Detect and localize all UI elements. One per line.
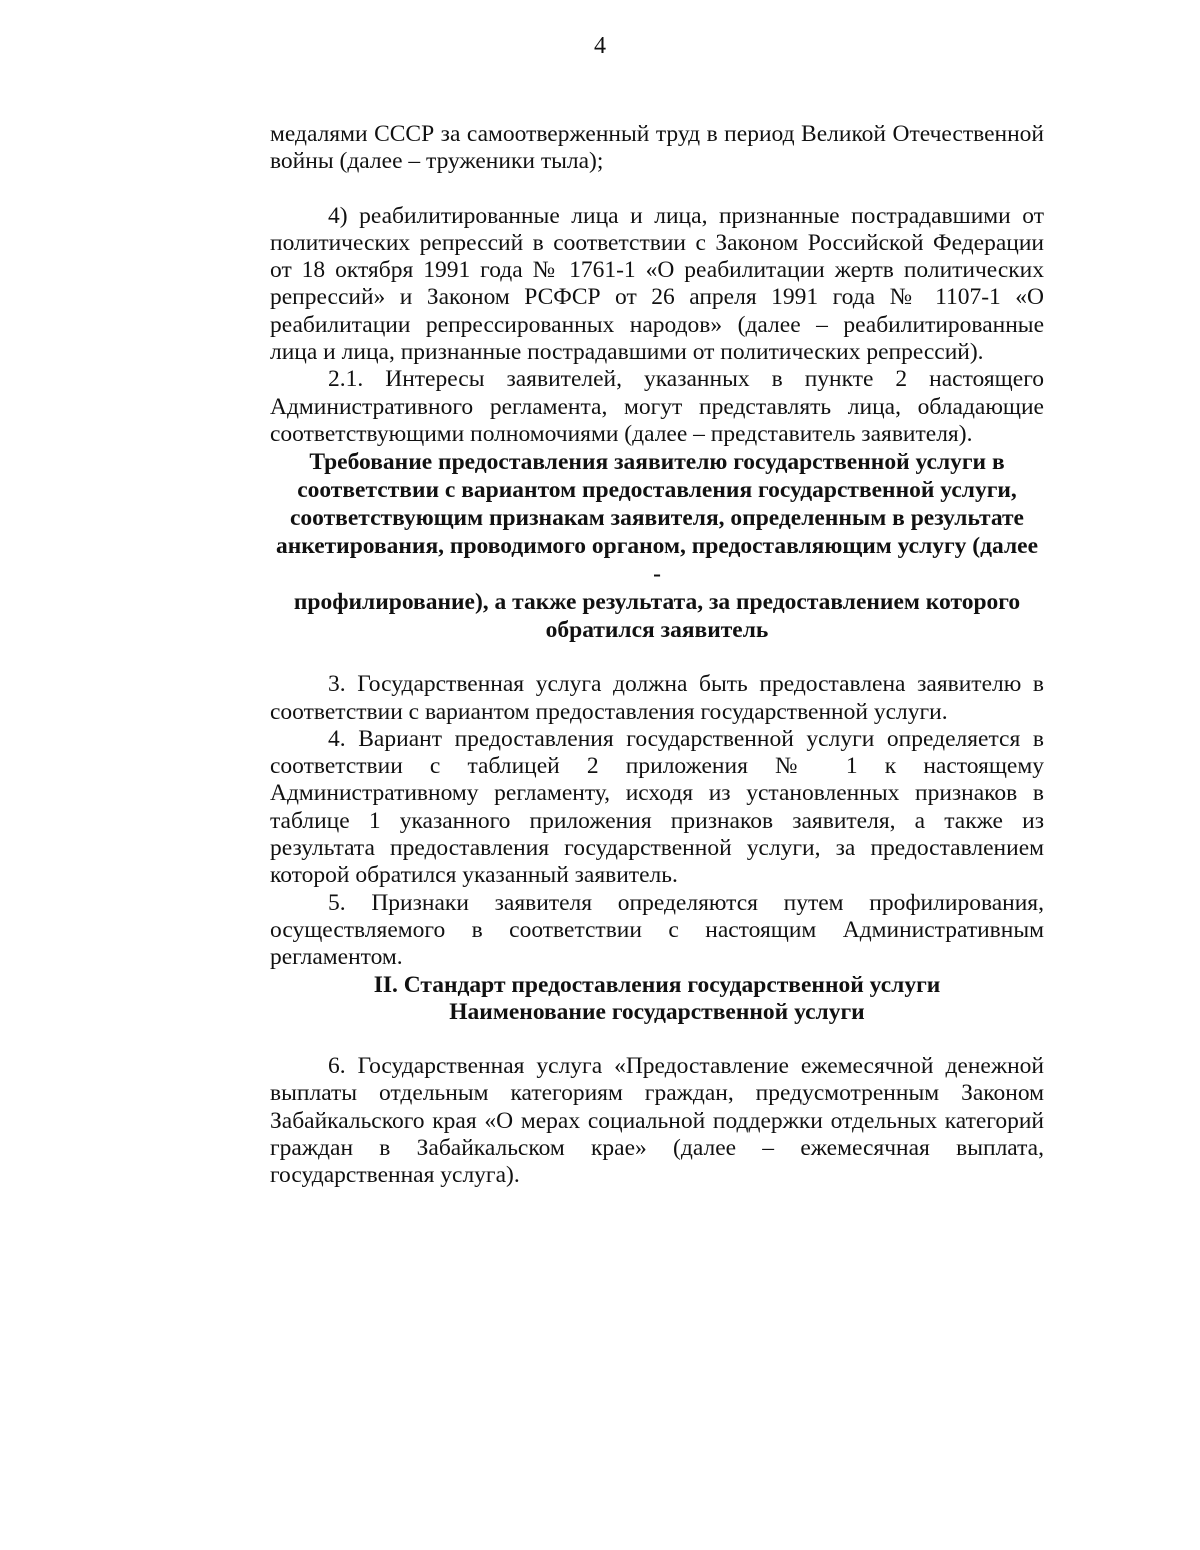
section-title-standard: II. Стандарт предоставления государственной услуги xyxy=(373,971,941,998)
paragraph-item-4-rehabilitated: 4) реабилитированные лица и лица, признанные пострадавшими от политических репрессий в соответствии с Законом Российской Федерации от 18 октября 1991 года № 1761-1 «О реабилитации жертв политических репрессий» и Законом РСФСР от 26 апреля 1991 года № 1107-1 «О реабилитации репрессированных народов» (далее – реабилитированные лица и лица, признанные пострадавшими от политических репрессий). xyxy=(270,202,1044,366)
heading-line: анкетирования, проводимого органом, предоставляющим услугу (далее - xyxy=(275,533,1039,588)
paragraph-5-applicant-attributes: 5. Признаки заявителя определяются путем профилирования, осуществляемого в соответствии с настоящим Административным регламентом. xyxy=(270,889,1044,971)
document-body xyxy=(270,121,1044,1190)
heading-line: Требование предоставления заявителю государственной услуги в xyxy=(309,449,1005,476)
paragraph-workers-continuation: медалями СССР за самоотверженный труд в период Великой Отечественной войны (далее – труженики тыла); xyxy=(270,121,1044,175)
section-heading-requirement xyxy=(270,448,1044,644)
heading-line: соответствующим признакам заявителя, определенным в результате xyxy=(290,505,1024,532)
paragraph-2-1-representatives: 2.1. Интересы заявителей, указанных в пункте 2 настоящего Административного регламента, могут представлять лица, обладающие соответствующими полномочиями (далее – представитель заявителя). xyxy=(270,366,1044,447)
page-number: 4 xyxy=(594,33,606,59)
subsection-title-service-name: Наименование государственной услуги xyxy=(449,998,865,1025)
heading-line: профилирование), а также результата, за предоставлением которого xyxy=(293,589,1021,616)
paragraph-6-service-name: 6. Государственная услуга «Предоставление ежемесячной денежной выплаты отдельным категориям граждан, предусмотренным Законом Забайкальского края «О мерах социальной поддержки отдельных категорий граждан в Забайкальском крае» (далее – ежемесячная выплата, государственная услуга). xyxy=(270,1053,1044,1189)
paragraph-3-service-variant: 3. Государственная услуга должна быть предоставлена заявителю в соответствии с вариантом предоставления государственной услуги. xyxy=(270,671,1044,725)
heading-line: обратился заявитель xyxy=(545,617,769,644)
paragraph-4-variant-determination: 4. Вариант предоставления государственной услуги определяется в соответствии с таблицей 2 приложения № 1 к настоящему Административному регламенту, исходя из установленных признаков в таблице 1 указанного приложения признаков заявителя, а также из результата предоставления государственной услуги, за предоставлением которой обратился указанный заявитель. xyxy=(270,725,1044,889)
heading-line: соответствии с вариантом предоставления государственной услуги, xyxy=(297,477,1017,504)
